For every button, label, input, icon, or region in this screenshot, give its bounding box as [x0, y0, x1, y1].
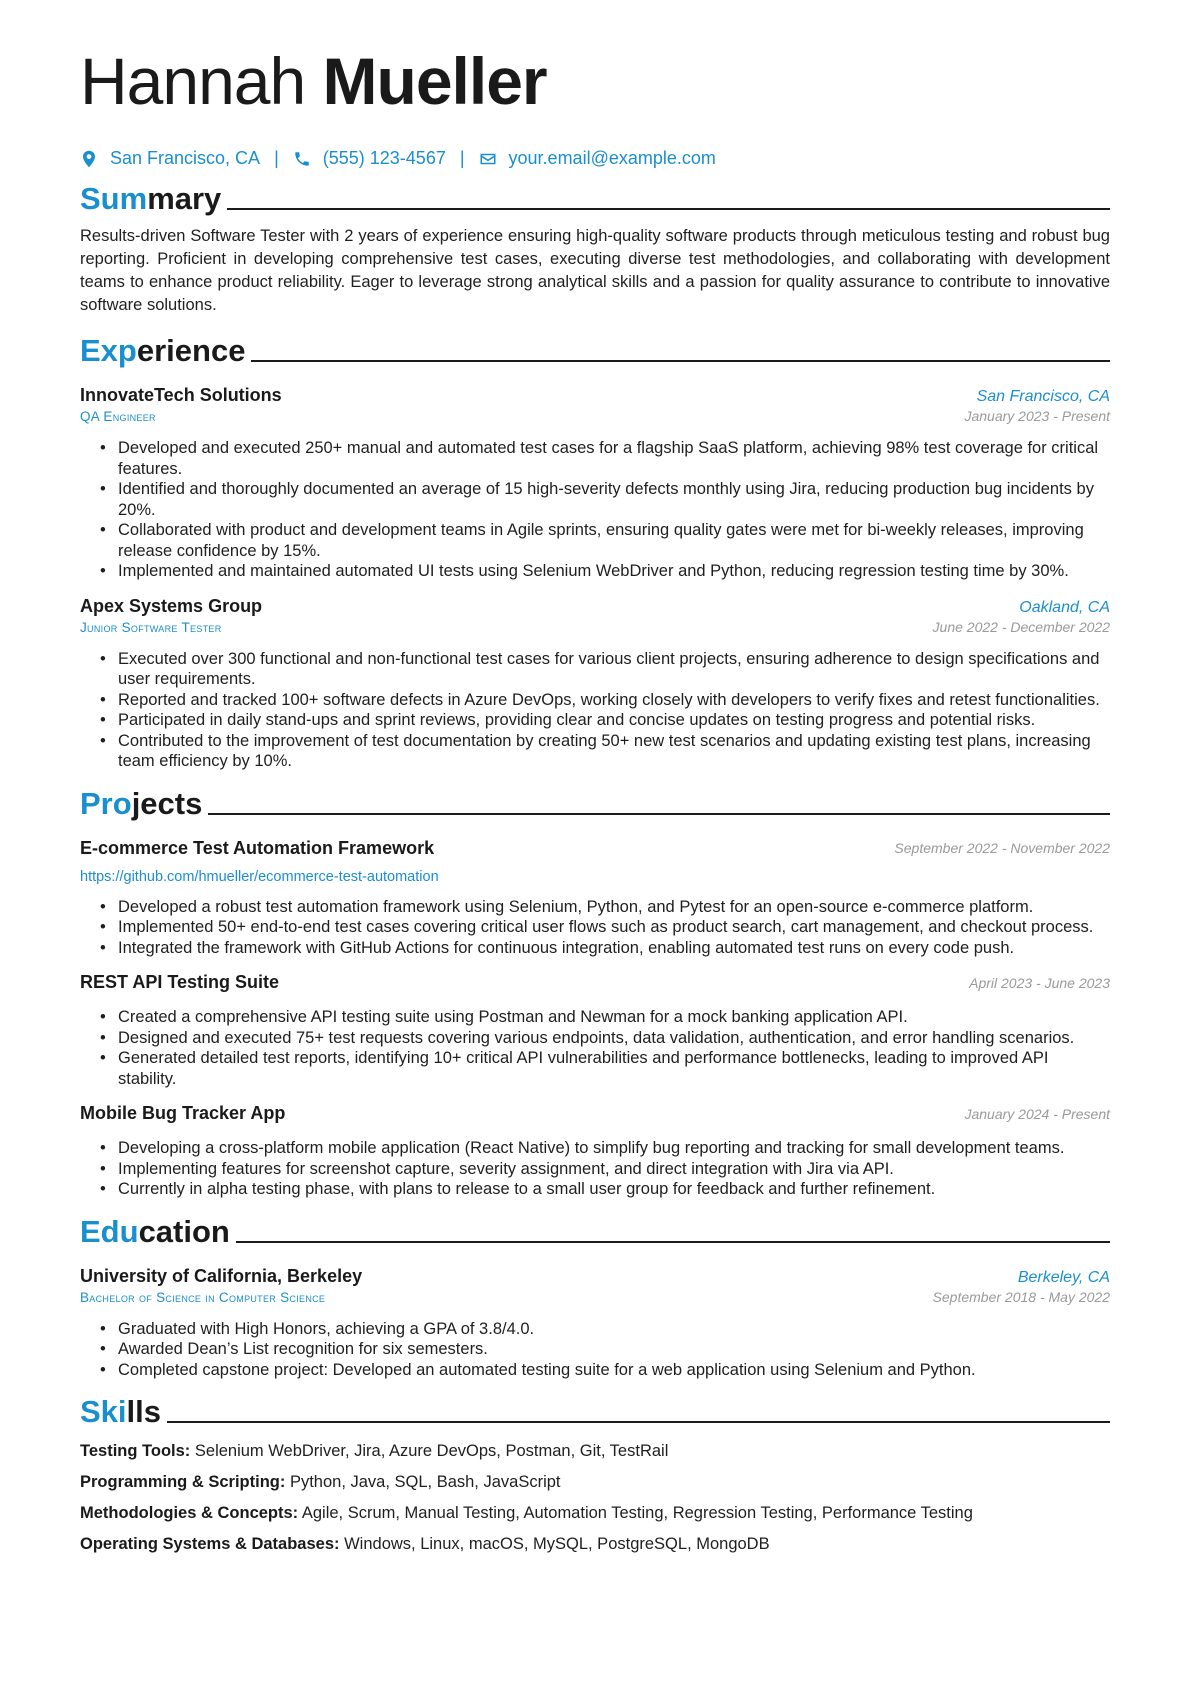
section-rule: [227, 208, 1110, 210]
skill-row: [80, 1533, 1110, 1555]
experience-heading: [80, 331, 1110, 371]
skill-label: Testing Tools:: [80, 1442, 191, 1460]
bullet-item: • Collaborated with product and development teams in Agile sprints, ensuring quality gates were met for bi-weekly releases, improving release confidence by 15%.: [118, 520, 1110, 561]
bullet-item: • Implemented 50+ end-to-end test cases covering critical user flows such as product search, cart management, and checkout process.: [118, 917, 1110, 938]
skill-value: Windows, Linux, macOS, MySQL, PostgreSQL, MongoDB: [344, 1535, 770, 1553]
section-title-rest: cation: [138, 1213, 230, 1249]
contact-separator: |: [274, 148, 279, 168]
experience-entry: [80, 385, 1110, 582]
projects-heading: [80, 784, 1110, 824]
skill-value: Python, Java, SQL, Bash, JavaScript: [289, 1473, 561, 1491]
section-title-accent: Ski: [80, 1394, 127, 1429]
bullet-item: • Developing a cross-platform mobile application (React Native) to simplify bug reporting and tracking for small development teams.: [118, 1138, 1110, 1159]
entry-dates: September 2022 - November 2022: [894, 839, 1110, 856]
contact-bar: [80, 148, 1110, 169]
section-title: [80, 784, 202, 824]
section-title-rest: mary: [147, 181, 222, 216]
entry-dates: April 2023 - June 2023: [969, 975, 1110, 991]
project-link[interactable]: https://github.com/hmueller/ecommerce-test-automation: [80, 868, 439, 885]
envelope-icon: [479, 150, 497, 168]
entry-dates: January 2024 - Present: [964, 1106, 1110, 1122]
bullet-item: • Implemented and maintained automated UI tests using Selenium WebDriver and Python, reducing regression testing time by 30%.: [118, 561, 1110, 582]
bullet-list: [80, 438, 1110, 582]
entry-dates: September 2018 - May 2022: [932, 1288, 1110, 1305]
section-title-accent: Exp: [80, 333, 137, 368]
skill-label: Operating Systems & Databases:: [80, 1535, 340, 1553]
summary-heading: [80, 179, 1110, 219]
skill-row: [80, 1440, 1110, 1462]
section-rule: [251, 360, 1110, 362]
project-title: E-commerce Test Automation Framework: [80, 837, 435, 858]
section-title-rest: lls: [126, 1394, 161, 1429]
bullet-item: • Awarded Dean’s List recognition for six semesters.: [118, 1339, 1110, 1360]
bullet-item: • Executed over 300 functional and non-functional test cases for various client projects, ensuring adherence to design specifications and user requirements.: [118, 649, 1110, 690]
summary-text: Results-driven Software Tester with 2 years of experience ensuring high-quality software products through meticulous testing and robust bug reporting. Proficient in developing comprehensive test cases, executing diverse test methodologies, and collaborating with development teams to enhance product reliability. Eager to leverage strong analytical skills and a passion for quality assurance to contribute to innovative software solutions.: [80, 227, 1110, 314]
section-title-accent: Pro: [80, 785, 132, 821]
entry-location: Oakland, CA: [1019, 598, 1110, 616]
bullet-item: • Designed and executed 75+ test requests covering various endpoints, data validation, authentication, and error handling scenarios.: [118, 1028, 1110, 1049]
section-title: [80, 1392, 161, 1432]
phone-icon: [293, 150, 311, 168]
contact-location: [80, 148, 260, 169]
project-title: Mobile Bug Tracker App: [80, 1103, 286, 1123]
bullet-list: [80, 649, 1110, 772]
entry-dates: June 2022 - December 2022: [932, 618, 1110, 635]
project-entry: [80, 1103, 1110, 1200]
contact-separator: |: [459, 148, 465, 168]
skill-row: [80, 1502, 1110, 1524]
section-title: [80, 331, 245, 371]
map-pin-icon: [80, 150, 98, 168]
email-text: your.email@example.com: [508, 148, 716, 168]
section-title: [80, 179, 221, 219]
first-name: Hannah: [80, 44, 306, 118]
skill-row: [80, 1471, 1110, 1493]
skill-value: Agile, Scrum, Manual Testing, Automation Testing, Regression Testing, Performance Testing: [301, 1504, 973, 1522]
candidate-name: [80, 42, 1110, 120]
bullet-item: • Developed and executed 250+ manual and automated test cases for a flagship SaaS platform, achieving 98% test coverage for critical features.: [118, 438, 1110, 479]
section-title-accent: Edu: [80, 1213, 139, 1249]
last-name: Mueller: [322, 44, 547, 118]
phone-text: (555) 123-4567: [322, 148, 446, 168]
bullet-item: • Currently in alpha testing phase, with plans to release to a small user group for feedback and further refinement.: [118, 1179, 1110, 1200]
skills-heading: [80, 1392, 1110, 1432]
entry-dates: January 2023 - Present: [964, 408, 1110, 424]
company-name: Apex Systems Group: [80, 595, 263, 616]
bullet-item: • Identified and thoroughly documented an average of 15 high-severity defects monthly using Jira, reducing production bug incidents by 20%.: [118, 479, 1110, 520]
skill-label: Programming & Scripting:: [80, 1473, 286, 1491]
job-role: QA Engineer: [80, 409, 156, 424]
company-name: InnovateTech Solutions: [80, 385, 282, 405]
bullet-list: [80, 897, 1110, 959]
skill-label: Methodologies & Concepts:: [80, 1504, 299, 1522]
bullet-item: • Graduated with High Honors, achieving a GPA of 3.8/4.0.: [118, 1319, 1110, 1340]
skill-value: Selenium WebDriver, Jira, Azure DevOps, Postman, Git, TestRail: [194, 1442, 669, 1460]
contact-phone[interactable]: [293, 148, 446, 169]
bullet-item: • Generated detailed test reports, identifying 10+ critical API vulnerabilities and performance bottlenecks, leading to improved API stability.: [118, 1048, 1110, 1089]
experience-entry: [80, 596, 1110, 772]
entry-location: Berkeley, CA: [1017, 1268, 1110, 1286]
section-rule: [236, 1241, 1110, 1243]
job-role: Junior Software Tester: [80, 619, 222, 635]
bullet-item: • Integrated the framework with GitHub Actions for continuous integration, enabling automated test runs on every code push.: [118, 938, 1110, 959]
project-title: REST API Testing Suite: [80, 972, 280, 992]
location-text: San Francisco, CA: [110, 148, 261, 168]
bullet-item: • Participated in daily stand-ups and sprint reviews, providing clear and concise updates on testing progress and potential risks.: [118, 710, 1110, 731]
section-title: [80, 1212, 230, 1252]
contact-email[interactable]: [479, 148, 716, 169]
section-rule: [167, 1421, 1110, 1423]
education-heading: [80, 1212, 1110, 1252]
bullet-item: • Contributed to the improvement of test documentation by creating 50+ new test scenarios and updating existing test plans, increasing team efficiency by 10%.: [118, 731, 1110, 772]
bullet-item: • Completed capstone project: Developed an automated testing suite for a web application using Selenium and Python.: [118, 1360, 1110, 1381]
section-rule: [208, 813, 1110, 815]
bullet-item: • Reported and tracked 100+ software defects in Azure DevOps, working closely with developers to verify fixes and retest functionalities.: [118, 690, 1110, 711]
bullet-list: [80, 1319, 1110, 1381]
bullet-item: • Implementing features for screenshot capture, severity assignment, and direct integration with Jira via API.: [118, 1159, 1110, 1180]
school-name: University of California, Berkeley: [80, 1265, 363, 1286]
degree: Bachelor of Science in Computer Science: [80, 1289, 326, 1305]
project-entry: [80, 972, 1110, 1089]
section-title-rest: erience: [136, 333, 246, 368]
bullet-item: • Developed a robust test automation framework using Selenium, Python, and Pytest for an open-source e-commerce platform.: [118, 897, 1110, 918]
bullet-list: [80, 1007, 1110, 1089]
bullet-list: [80, 1138, 1110, 1200]
education-entry: [80, 1266, 1110, 1381]
skills-list: [80, 1440, 1110, 1555]
bullet-item: • Created a comprehensive API testing suite using Postman and Newman for a mock banking application API.: [118, 1007, 1110, 1028]
project-entry: [80, 838, 1110, 959]
section-title-rest: jects: [131, 785, 203, 821]
section-title-accent: Sum: [80, 181, 148, 216]
entry-location: San Francisco, CA: [976, 388, 1110, 405]
